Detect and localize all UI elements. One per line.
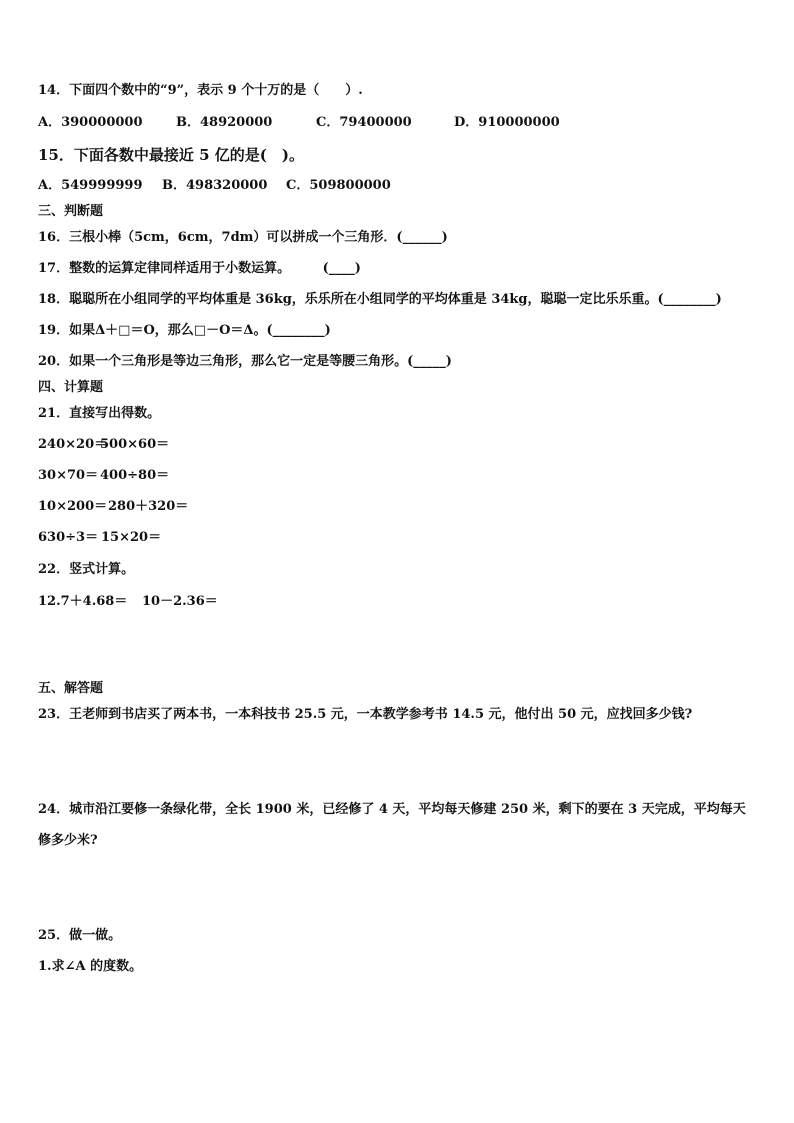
q14-option-c: C．79400000 [316,115,412,130]
question-25: 25．做一做。 [38,928,122,943]
calc-row [38,436,169,454]
q15-option-a: A．549999999 [38,178,143,193]
question-21: 21．直接写出得数。 [38,406,161,421]
calc-item: 10×200＝ [38,499,108,514]
q15-option-c: C．509800000 [286,178,391,193]
calc-row [38,467,169,485]
section-heading-calculation: 四、计算题 [38,380,104,395]
calc-row [38,498,188,516]
question-24-line-1: 24．城市沿江要修一条绿化带，全长 1900 米，已经修了 4 天，平均每天修建 250 米，剩下的要在 3 天完成，平均每天 [38,802,746,817]
vertical-calc-item: 12.7＋4.68＝ [38,594,128,609]
question-15: 15．下面各数中最接近 5 亿的是( )。 [38,146,304,164]
q14-option-b: B．48920000 [176,115,273,130]
calc-row [38,529,161,547]
question-23: 23．王老师到书店买了两本书，一本科技书 25.5 元，一本教学参考书 14.5 元，他付出 50 元，应找回多少钱? [38,707,693,722]
calc-item: 630÷3＝ [38,530,99,545]
question-18: 18．聪聪所在小组同学的平均体重是 36kg，乐乐所在小组同学的平均体重是 34kg，聪聪一定比乐乐重。(________) [38,292,722,307]
question-16: 16．三根小棒（5cm，6cm，7dm）可以拼成一个三角形．(______) [38,230,448,245]
question-25-sub-1: 1.求∠A 的度数。 [38,959,143,974]
question-24-line-2: 修多少米? [38,833,98,848]
calc-item: 280＋320＝ [108,499,189,514]
question-14: 14．下面四个数中的“9”，表示 9 个十万的是（ ）. [38,83,363,98]
calc-item: 15×20＝ [101,530,162,545]
section-heading-word-problems: 五、解答题 [38,681,104,696]
question-17: 17．整数的运算定律同样适用于小数运算。 (____) [38,261,361,276]
question-20: 20．如果一个三角形是等边三角形，那么它一定是等腰三角形。(_____) [38,354,452,369]
calc-item: 30×70＝ [38,468,99,483]
vertical-calc-row [38,593,218,611]
question-22: 22．竖式计算。 [38,562,135,577]
calc-item: 500×60＝ [100,437,170,452]
q15-option-b: B．498320000 [162,178,268,193]
calc-item: 400÷80＝ [100,468,170,483]
q14-option-d: D．910000000 [454,115,560,130]
q14-option-a: A．390000000 [38,115,143,130]
calc-item: 240×20＝ [38,437,108,452]
vertical-calc-item: 10－2.36＝ [142,594,218,609]
section-heading-judgement: 三、判断题 [38,204,104,219]
question-19: 19．如果Δ＋□＝O，那么□－O＝Δ。(________) [38,323,331,338]
